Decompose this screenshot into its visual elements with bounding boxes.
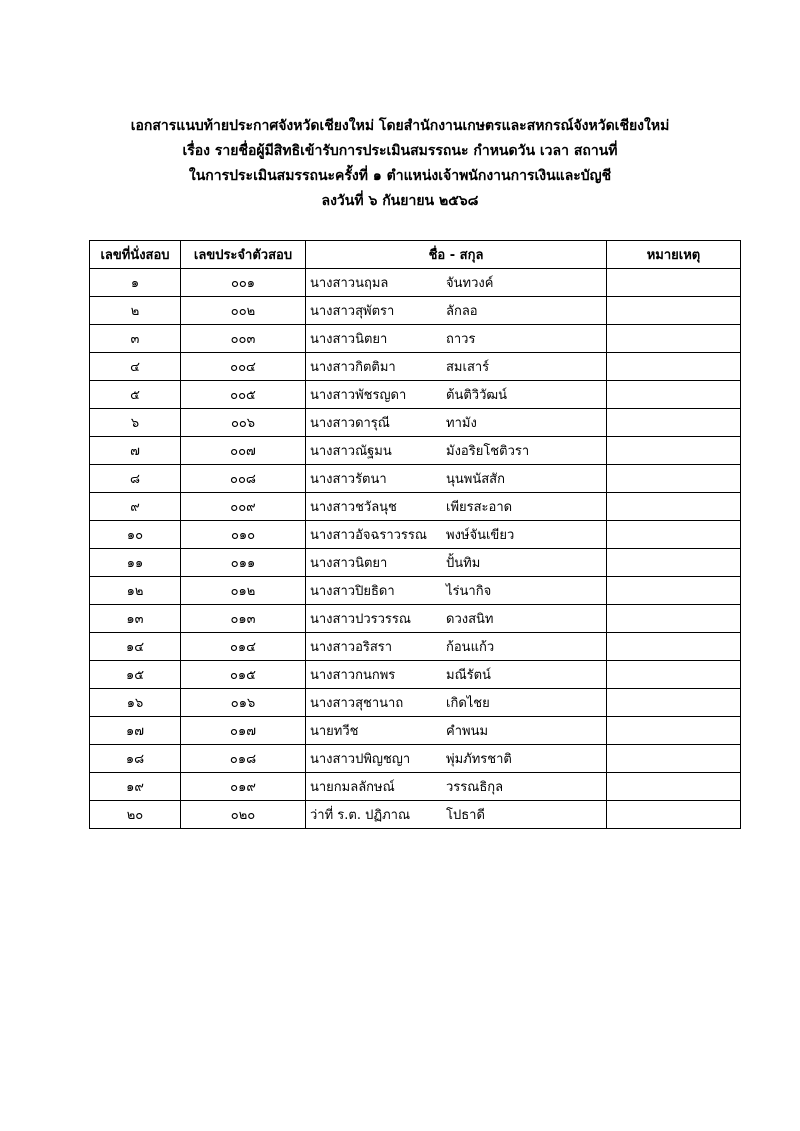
- table-row: [90, 521, 741, 549]
- given-name: นางสาวนิตยา: [310, 332, 388, 347]
- seat-number-cell: ๕: [90, 381, 181, 409]
- surname: ก้อนแก้ว: [446, 640, 495, 655]
- remark-cell: [607, 689, 741, 717]
- surname: คำพนม: [446, 724, 489, 739]
- table-row: [90, 633, 741, 661]
- surname: ปั้นทิม: [446, 556, 481, 571]
- table-row: [90, 465, 741, 493]
- surname: เกิดไชย: [446, 696, 490, 711]
- full-name-cell: [306, 409, 607, 437]
- seat-number-cell: ๔: [90, 353, 181, 381]
- remark-cell: [607, 661, 741, 689]
- table-row: [90, 325, 741, 353]
- exam-id-cell: ๐๑๖: [181, 689, 306, 717]
- seat-number-cell: ๑๑: [90, 549, 181, 577]
- full-name-cell: [306, 801, 607, 829]
- column-header-remark: หมายเหตุ: [607, 241, 741, 269]
- seat-number-cell: ๑๗: [90, 717, 181, 745]
- given-name: นางสาวนฤมล: [310, 276, 389, 291]
- column-header-exam-id: เลขประจำตัวสอบ: [181, 241, 306, 269]
- seat-number-cell: ๘: [90, 465, 181, 493]
- table-row: [90, 773, 741, 801]
- full-name-cell: [306, 269, 607, 297]
- remark-cell: [607, 633, 741, 661]
- remark-cell: [607, 549, 741, 577]
- seat-number-cell: ๙: [90, 493, 181, 521]
- table-row: [90, 605, 741, 633]
- exam-id-cell: ๐๐๙: [181, 493, 306, 521]
- seat-number-cell: ๑๒: [90, 577, 181, 605]
- surname: ลักลอ: [446, 304, 478, 319]
- given-name: นางสาวสุพัตรา: [310, 304, 395, 319]
- remark-cell: [607, 493, 741, 521]
- remark-cell: [607, 773, 741, 801]
- seat-number-cell: ๑๓: [90, 605, 181, 633]
- full-name-cell: [306, 465, 607, 493]
- full-name-cell: [306, 437, 607, 465]
- table-row: [90, 717, 741, 745]
- exam-id-cell: ๐๒๐: [181, 801, 306, 829]
- given-name: นางสาวปวรวรรณ: [310, 612, 411, 627]
- given-name: นางสาวพัชรญดา: [310, 388, 407, 403]
- given-name: นางสาวกนกพร: [310, 668, 396, 683]
- seat-number-cell: ๑๙: [90, 773, 181, 801]
- remark-cell: [607, 297, 741, 325]
- table-row: [90, 381, 741, 409]
- surname: ทามัง: [446, 416, 477, 431]
- remark-cell: [607, 745, 741, 773]
- seat-number-cell: ๒: [90, 297, 181, 325]
- full-name-cell: [306, 633, 607, 661]
- exam-id-cell: ๐๑๗: [181, 717, 306, 745]
- table-row: [90, 689, 741, 717]
- header-subject-line: เรื่อง รายชื่อผู้มีสิทธิเข้ารับการประเมินสมรรถนะ กำหนดวัน เวลา สถานที่: [182, 143, 618, 159]
- header-attachment-line: เอกสารแนบท้ายประกาศจังหวัดเชียงใหม่ โดยสำนักงานเกษตรและสหกรณ์จังหวัดเชียงใหม่: [130, 118, 670, 134]
- table-row: [90, 745, 741, 773]
- document-header: [0, 114, 800, 214]
- full-name-cell: [306, 745, 607, 773]
- given-name: นางสาวอริสรา: [310, 640, 393, 655]
- given-name: ว่าที่ ร.ต. ปฏิภาณ: [310, 808, 411, 823]
- surname: ต้นติวิวัฒน์: [446, 388, 508, 403]
- exam-id-cell: ๐๐๓: [181, 325, 306, 353]
- column-header-seat-number: เลขที่นั่งสอบ: [90, 241, 181, 269]
- exam-id-cell: ๐๐๘: [181, 465, 306, 493]
- full-name-cell: [306, 381, 607, 409]
- exam-id-cell: ๐๐๕: [181, 381, 306, 409]
- exam-id-cell: ๐๑๒: [181, 577, 306, 605]
- seat-number-cell: ๖: [90, 409, 181, 437]
- given-name: นางสาวนิตยา: [310, 556, 388, 571]
- surname: ถาวร: [446, 332, 476, 347]
- full-name-cell: [306, 297, 607, 325]
- surname: พงษ์จันเขียว: [446, 528, 515, 543]
- given-name: นางสาวณัฐมน: [310, 444, 392, 459]
- given-name: นายกมลลักษณ์: [310, 780, 395, 795]
- remark-cell: [607, 269, 741, 297]
- remark-cell: [607, 465, 741, 493]
- full-name-cell: [306, 549, 607, 577]
- exam-id-cell: ๐๐๒: [181, 297, 306, 325]
- full-name-cell: [306, 493, 607, 521]
- given-name: นางสาวดารุณี: [310, 416, 390, 431]
- remark-cell: [607, 409, 741, 437]
- seat-number-cell: ๑๔: [90, 633, 181, 661]
- table-row: [90, 297, 741, 325]
- surname: นุนพนัสสัก: [446, 472, 505, 487]
- full-name-cell: [306, 717, 607, 745]
- exam-id-cell: ๐๐๗: [181, 437, 306, 465]
- seat-number-cell: ๑๘: [90, 745, 181, 773]
- full-name-cell: [306, 689, 607, 717]
- candidate-table: [89, 240, 741, 829]
- remark-cell: [607, 325, 741, 353]
- surname: มังอริยโชติวรา: [446, 444, 530, 459]
- seat-number-cell: ๑๖: [90, 689, 181, 717]
- exam-id-cell: ๐๑๔: [181, 633, 306, 661]
- exam-id-cell: ๐๐๔: [181, 353, 306, 381]
- seat-number-cell: ๒๐: [90, 801, 181, 829]
- column-header-full-name: ชื่อ - สกุล: [306, 241, 607, 269]
- given-name: นางสาวกิตติมา: [310, 360, 396, 375]
- seat-number-cell: ๑: [90, 269, 181, 297]
- exam-id-cell: ๐๐๑: [181, 269, 306, 297]
- surname: ไร่นากิจ: [446, 584, 492, 599]
- surname: มณีรัตน์: [446, 668, 491, 683]
- table-row: [90, 801, 741, 829]
- exam-id-cell: ๐๑๓: [181, 605, 306, 633]
- surname: เพียรสะอาด: [446, 500, 513, 515]
- full-name-cell: [306, 773, 607, 801]
- surname: จันทวงค์: [446, 276, 494, 291]
- remark-cell: [607, 353, 741, 381]
- seat-number-cell: ๑๐: [90, 521, 181, 549]
- table-row: [90, 353, 741, 381]
- remark-cell: [607, 717, 741, 745]
- remark-cell: [607, 801, 741, 829]
- given-name: นางสาวชวัลนุช: [310, 500, 397, 515]
- table-row: [90, 577, 741, 605]
- given-name: นายทวีช: [310, 724, 359, 739]
- table-row: [90, 549, 741, 577]
- table-row: [90, 661, 741, 689]
- given-name: นางสาวอัจฉราวรรณ: [310, 528, 427, 543]
- seat-number-cell: ๗: [90, 437, 181, 465]
- exam-id-cell: ๐๐๖: [181, 409, 306, 437]
- surname: สมเสาร์: [446, 360, 490, 375]
- full-name-cell: [306, 605, 607, 633]
- surname: วรรณธิกุล: [446, 780, 504, 795]
- exam-id-cell: ๐๑๑: [181, 549, 306, 577]
- exam-id-cell: ๐๑๕: [181, 661, 306, 689]
- surname: โปธาดี: [446, 808, 485, 823]
- given-name: นางสาวรัตนา: [310, 472, 387, 487]
- surname: ดวงสนิท: [446, 612, 494, 627]
- exam-id-cell: ๐๑๐: [181, 521, 306, 549]
- full-name-cell: [306, 577, 607, 605]
- given-name: นางสาวปพิญชญา: [310, 752, 411, 767]
- table-row: [90, 269, 741, 297]
- given-name: นางสาวปิยธิดา: [310, 584, 395, 599]
- remark-cell: [607, 605, 741, 633]
- remark-cell: [607, 521, 741, 549]
- remark-cell: [607, 437, 741, 465]
- full-name-cell: [306, 521, 607, 549]
- full-name-cell: [306, 661, 607, 689]
- table-header-row: [90, 241, 741, 269]
- header-date-line: ลงวันที่ ๖ กันยายน ๒๕๖๘: [321, 193, 479, 209]
- full-name-cell: [306, 325, 607, 353]
- surname: พุ่มภัทรชาติ: [446, 752, 512, 767]
- remark-cell: [607, 381, 741, 409]
- remark-cell: [607, 577, 741, 605]
- full-name-cell: [306, 353, 607, 381]
- table-row: [90, 409, 741, 437]
- exam-id-cell: ๐๑๘: [181, 745, 306, 773]
- header-assessment-line: ในการประเมินสมรรถนะครั้งที่ ๑ ตำแหน่งเจ้าพนักงานการเงินและบัญชี: [188, 168, 612, 184]
- seat-number-cell: ๓: [90, 325, 181, 353]
- seat-number-cell: ๑๕: [90, 661, 181, 689]
- given-name: นางสาวสุชานาถ: [310, 696, 404, 711]
- table-row: [90, 437, 741, 465]
- table-row: [90, 493, 741, 521]
- table-body: [90, 269, 741, 829]
- exam-id-cell: ๐๑๙: [181, 773, 306, 801]
